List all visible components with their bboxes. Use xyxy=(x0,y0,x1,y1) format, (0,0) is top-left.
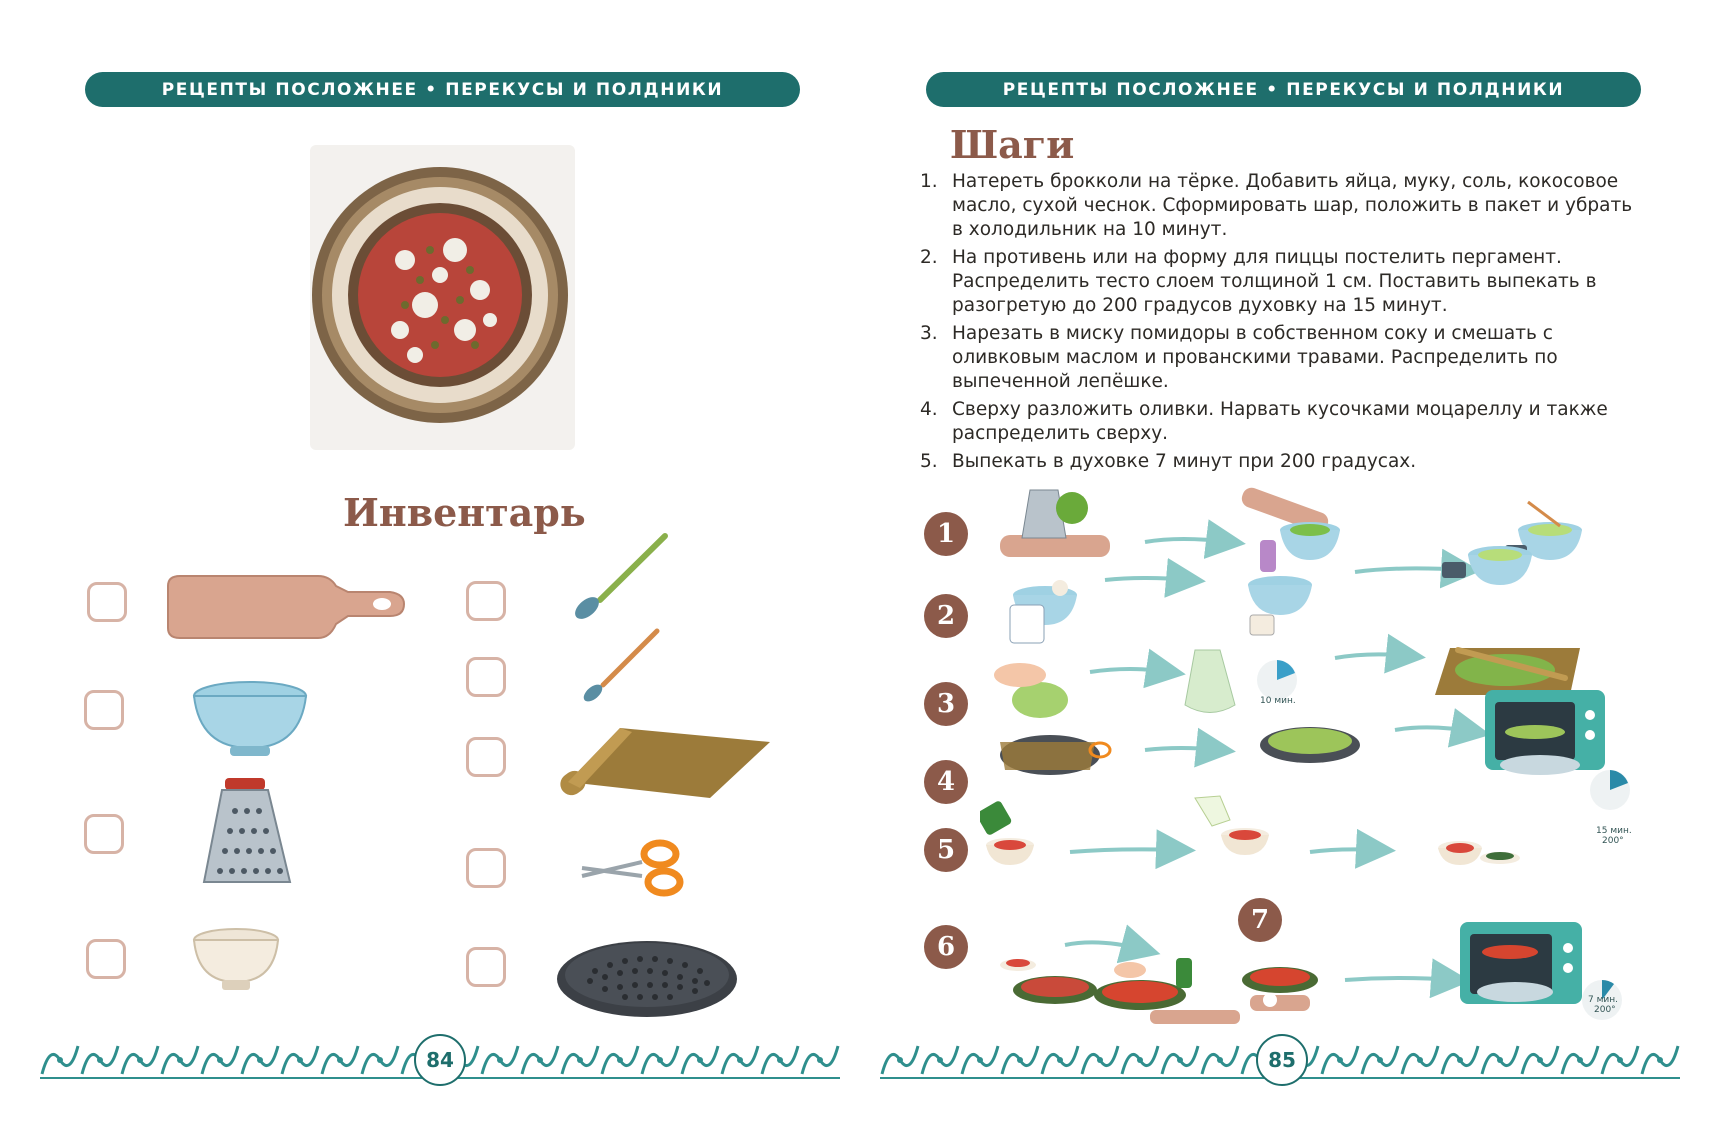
parchment-roll-icon xyxy=(560,718,775,803)
tool-checkbox-bowl-small[interactable] xyxy=(86,939,126,979)
tool-checkbox-spoon-small[interactable] xyxy=(466,657,506,697)
step-item: 2. На противень или на форму для пиццы постелить пергамент. Распределить тесто слоем толщиной 1 см. Поставить выпекать в разогретую до 200 градусов духовку на 15 минут. xyxy=(920,247,1597,316)
tool-checkbox-bowl-large[interactable] xyxy=(84,690,124,730)
scissors-icon xyxy=(578,838,688,898)
inventory-title: Инвентарь xyxy=(343,490,586,535)
board-grater-broccoli-icon xyxy=(1000,490,1110,557)
steps-list xyxy=(920,170,1640,478)
section-banner-right: РЕЦЕПТЫ ПОСЛОЖНЕЕ • ПЕРЕКУСЫ И ПОЛДНИКИ xyxy=(926,72,1641,107)
timer-fridge-label: 10 мин. xyxy=(1260,696,1296,706)
timer-oven-second-label: 7 мин. xyxy=(1588,995,1618,1005)
step-badge: 6 xyxy=(924,925,968,969)
grater-icon xyxy=(200,776,295,886)
section-banner-left: РЕЦЕПТЫ ПОСЛОЖНЕЕ • ПЕРЕКУСЫ И ПОЛДНИКИ xyxy=(85,72,800,107)
timer-oven-second-temp: 200° xyxy=(1594,1005,1616,1015)
bowl-large-icon xyxy=(190,678,310,760)
tool-checkbox-pizza-pan[interactable] xyxy=(466,947,506,987)
timer-oven-first-temp: 200° xyxy=(1602,836,1624,846)
tool-checkbox-spoon-large[interactable] xyxy=(466,581,506,621)
timer-oven-first-label: 15 мин. xyxy=(1596,826,1632,836)
page-number-right: 85 xyxy=(1256,1034,1308,1086)
step-item: 1. Натереть брокколи на тёрке. Добавить яйца, муку, соль, кокосовое масло, сухой чеснок. Сформировать шар, положить в пакет и убрать в холодильник на 10 минут. xyxy=(920,171,1633,240)
page-number-left: 84 xyxy=(414,1034,466,1086)
pizza-pan-icon xyxy=(555,935,740,1020)
bowl-small-icon xyxy=(190,926,282,994)
tool-checkbox-parchment[interactable] xyxy=(466,737,506,777)
tool-checkbox-scissors[interactable] xyxy=(466,848,506,888)
step-badge: 4 xyxy=(924,760,968,804)
tool-checkbox-grater[interactable] xyxy=(84,814,124,854)
step-badge: 7 xyxy=(1238,898,1282,942)
step-badge: 3 xyxy=(924,682,968,726)
step-badge: 1 xyxy=(924,512,968,556)
steps-title: Шаги xyxy=(950,122,1075,167)
pizza-photo xyxy=(305,140,580,460)
step-item: 3. Нарезать в миску помидоры в собственном соку и смешать с оливковым маслом и прованскими травами. Распределить по выпеченной лепёшке. xyxy=(920,323,1558,392)
spoon-large-icon xyxy=(565,530,675,620)
step-item: 5. Выпекать в духовке 7 минут при 200 градусах. xyxy=(920,451,1417,472)
steps-illustration xyxy=(980,480,1640,1025)
step-item: 4. Сверху разложить оливки. Нарвать кусочками моцареллу и также распределить сверху. xyxy=(920,399,1608,444)
spoon-small-icon xyxy=(575,625,665,705)
tool-checkbox-cutting-board[interactable] xyxy=(87,582,127,622)
step-badge: 5 xyxy=(924,828,968,872)
step-badge: 2 xyxy=(924,594,968,638)
cutting-board-icon xyxy=(158,572,408,644)
